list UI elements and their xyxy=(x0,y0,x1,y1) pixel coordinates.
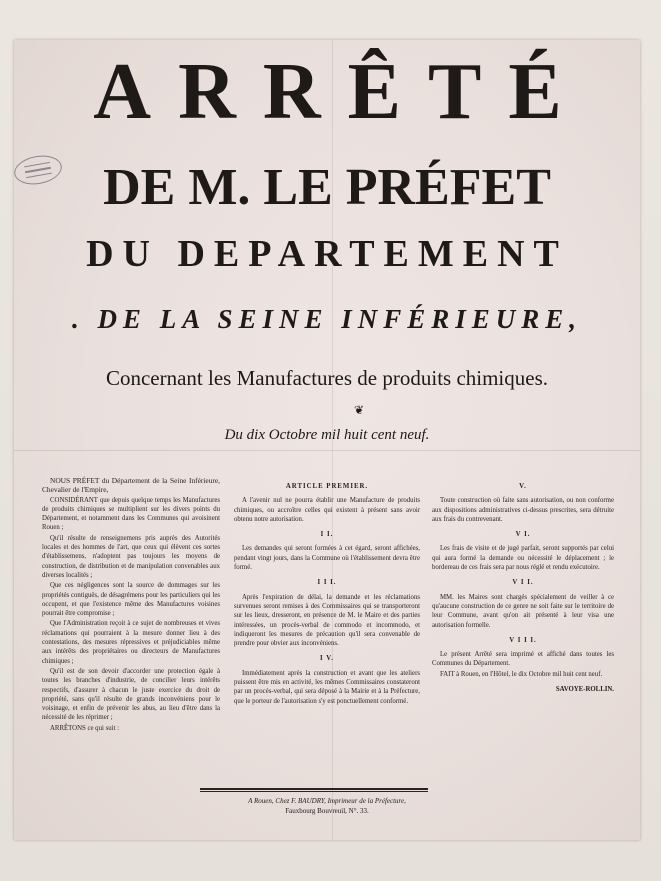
paragraph: CONSIDÉRANT que depuis quelque temps les Manufactures de produits chimiques se multiplient sur les divers points du Département, et notamment dans les Communes qui avoisinent Rouen ; xyxy=(42,496,220,532)
paragraph: Que ces négligences sont la source de dommages sur les propriétés contiguës, de désagrémens pour les particuliers qui les occupent, et que l'existence même des Manufactures voisines pourrait être compromise ; xyxy=(42,582,220,618)
column-articles-1-4 xyxy=(234,476,420,707)
title-prefet: DE M. LE PRÉFET xyxy=(103,159,551,216)
article-heading: V. xyxy=(519,483,527,490)
article-heading: I I. xyxy=(320,531,334,539)
article-text: Le présent Arrêté sera imprimé et affiché dans toutes les Communes du Département. xyxy=(432,651,614,668)
article-text: A l'avenir nul ne pourra établir une Manufacture de produits chimiques, ou accroître celles qui existent à présent sans avoir obtenu notre autorisation. xyxy=(234,497,420,523)
date-line: Du dix Octobre mil huit cent neuf. xyxy=(224,427,430,443)
paragraph: Que l'Administration reçoit à ce sujet de nombreuses et vives réclamations qui pourraient à la mesure donner lieu à des contestations, des mesures répressives et préjudiciables même aux intérêts des propriétaires ou directeurs de Manufactures chimiques ; xyxy=(42,620,220,665)
title-departement: DU DEPARTEMENT xyxy=(86,233,568,275)
imprint-rule xyxy=(200,788,428,790)
subject-line: Concernant les Manufactures de produits chimiques. xyxy=(105,366,549,390)
paragraph: ARRÊTONS ce qui suit : xyxy=(50,724,119,732)
article-heading: V I I. xyxy=(512,579,534,587)
signature: SAVOYE-ROLLIN. xyxy=(555,686,614,694)
paragraph: Qu'il résulte de renseignemens pris auprès des Autorités locales et des hommes de l'art, que ceux qui élèvent ces sortes d'établissemens, n'adoptent pas toujours les moyens de construction, de distribution et de manipulation convenables aux diverses localités ; xyxy=(42,534,220,579)
article-text: Toute construction où faite sans autorisation, ou non conforme aux dispositions administratives ci-dessus prescrites, sera détruite aux frais du contrevenant. xyxy=(432,497,614,523)
article-text: FAIT à Rouen, en l'Hôtel, le dix Octobre mil huit cent neuf. xyxy=(440,670,603,678)
imprint-line-1: A Rouen, Chez F. BAUDRY, Imprimeur de la Préfecture, xyxy=(248,797,406,805)
poster-sheet xyxy=(14,40,640,840)
imprint-rule-thin xyxy=(200,791,428,792)
article-text: Après l'expiration de délai, la demande et les réclamations survenues seront remises à des Commissaires qui se transporteront sur les lieux, dresseront, en présence de M. le Maire et des parties intéressées, un procès-verbal de commodo et incommodo, et indiqueront les mesures de précaution qu'il sera convenable de prendre pour obvier aux inconvéniens. xyxy=(234,593,420,648)
horizontal-fold-line xyxy=(14,450,640,451)
column-preamble xyxy=(42,476,220,734)
article-text: Les frais de visite et de jugé parfait, seront supportés par celui qui aura formé la demande ou nécessité le déplacement ; le bordereau de ces frais sera par nous réglé et rendu exécutoire. xyxy=(432,545,614,572)
article-heading: I I I. xyxy=(317,579,337,587)
article-heading: ARTICLE PREMIER. xyxy=(285,483,369,490)
article-heading: V I. xyxy=(515,531,531,539)
paragraph: Qu'il est de son devoir d'accorder une protection égale à toutes les branches d'industrie, de concilier leurs intérêts respectifs, d'assurer à chacun le juste exercice du droit de propriété, sans qu'il résulte de grands inconvéniens pour le voisinage, et enfin de prévenir les abus, au lieu d'être dans la nécessité de les réprimer ; xyxy=(42,667,220,722)
column-articles-5-8 xyxy=(432,476,614,695)
article-heading: V I I I. xyxy=(509,636,537,644)
paragraph: NOUS PRÉFET du Département de la Seine Inférieure, Chevalier de l'Empire, xyxy=(42,476,220,495)
article-text: Immédiatement après la construction et avant que les ateliers puissent être mis en activité, les mêmes Commissaires constateront par un procès-verbal, qui sera déposé à la Mairie et à la Préfecture, que le porteur de l'autorisation s'y est ponctuellement conformé. xyxy=(234,669,420,705)
article-text: MM. les Maires sont chargés spécialement de veiller à ce qu'aucune construction de ce genre ne soit faite sur le territoire de leur Commune, avant qu'on ait présenté à leur visa une autorisation formelle. xyxy=(432,593,614,629)
title-seine-inferieure: . DE LA SEINE INFÉRIEURE, xyxy=(71,304,583,334)
ornament-icon: ❦ xyxy=(354,403,365,417)
article-text: Les demandes qui seront formées à cet égard, seront affichées, pendant vingt jours, dans la Commune où l'établissement devra être formé. xyxy=(234,545,420,572)
article-heading: I V. xyxy=(320,655,334,663)
title-arrete: ARRÊTÉ xyxy=(93,48,589,136)
imprint-line-2: Fauxbourg Bouvreuil, N°. 33. xyxy=(285,807,369,815)
